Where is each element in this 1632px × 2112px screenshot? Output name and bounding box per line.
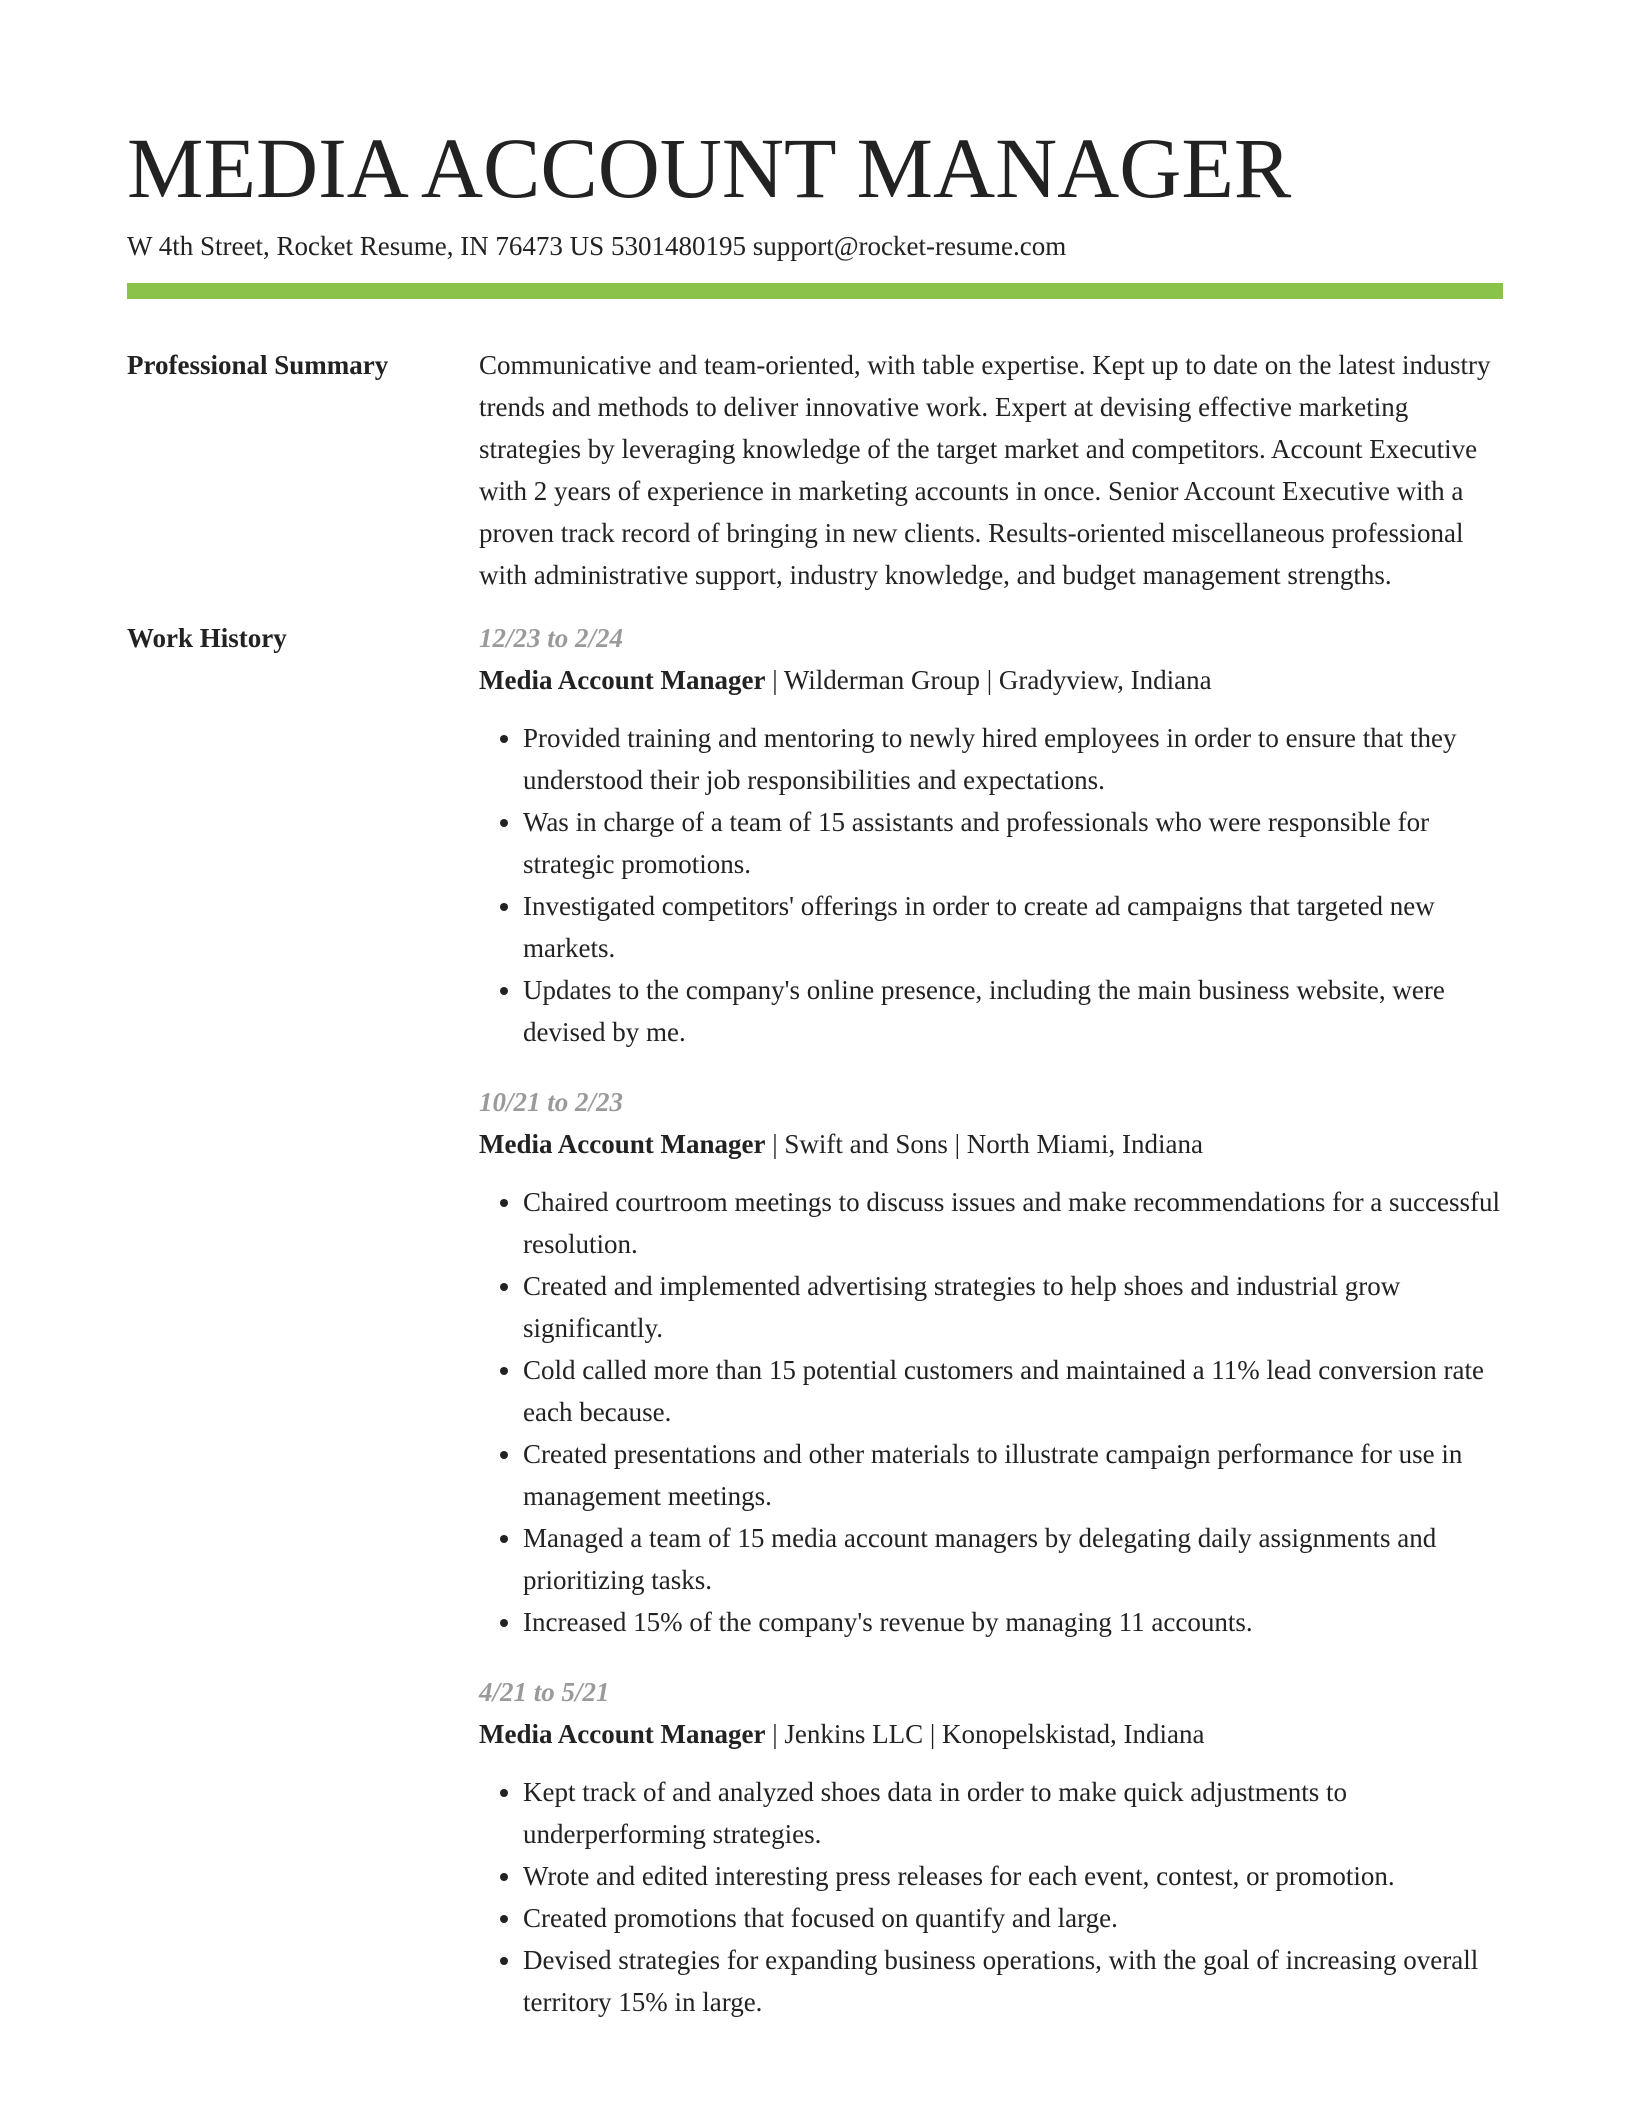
accent-divider <box>127 283 1503 299</box>
work-history-section <box>127 622 1503 2051</box>
job-entry <box>479 1671 1503 2023</box>
job-title: Media Account Manager <box>479 1129 766 1159</box>
job-bullet: • Chaired courtroom meetings to discuss issues and make recommendations for a successful resolution. <box>523 1181 1503 1265</box>
job-dates: 4/21 to 5/21 <box>479 1677 610 1707</box>
job-bullet: • Kept track of and analyzed shoes data in order to make quick adjustments to underperforming strategies. <box>523 1771 1503 1855</box>
job-bullet: • Provided training and mentoring to newly hired employees in order to ensure that they understood their job responsibilities and expectations. <box>523 717 1503 801</box>
job-heading-line <box>479 659 1503 701</box>
job-bullet-list <box>479 717 1503 1053</box>
job-bullet: • Increased 15% of the company's revenue by managing 11 accounts. <box>523 1601 1503 1643</box>
summary-section <box>127 349 1503 596</box>
contact-line: W 4th Street, Rocket Resume, IN 76473 US 5301480195 support@rocket-resume.com <box>127 231 1067 261</box>
job-entry <box>479 617 1503 1053</box>
summary-heading: Professional Summary <box>127 350 389 380</box>
job-employer-location: | Jenkins LLC | Konopelskistad, Indiana <box>765 1719 1205 1749</box>
job-employer-location: | Wilderman Group | Gradyview, Indiana <box>765 665 1212 695</box>
job-entry <box>479 1081 1503 1643</box>
job-bullet: • Wrote and edited interesting press releases for each event, contest, or promotion. <box>523 1855 1503 1897</box>
resume-page <box>127 118 1503 2051</box>
job-bullet: • Investigated competitors' offerings in order to create ad campaigns that targeted new markets. <box>523 885 1503 969</box>
job-bullet: • Created presentations and other materials to illustrate campaign performance for use in management meetings. <box>523 1433 1503 1517</box>
job-bullet: • Created promotions that focused on quantify and large. <box>523 1897 1503 1939</box>
job-title: Media Account Manager <box>479 665 766 695</box>
job-bullet: • Devised strategies for expanding business operations, with the goal of increasing overall territory 15% in large. <box>523 1939 1503 2023</box>
summary-body <box>479 349 1503 596</box>
job-heading-line <box>479 1123 1503 1165</box>
job-title: Media Account Manager <box>479 1719 766 1749</box>
job-bullet: • Created and implemented advertising strategies to help shoes and industrial grow significantly. <box>523 1265 1503 1349</box>
job-bullet-list <box>479 1771 1503 2023</box>
job-dates: 12/23 to 2/24 <box>479 623 624 653</box>
job-heading-line <box>479 1713 1503 1755</box>
summary-text: Communicative and team-oriented, with table expertise. Kept up to date on the latest industry trends and methods to deliver innovative work. Expert at devising effective marketing strategies by leveraging knowledge of the target market and competitors. Account Executive with 2 years of experience in marketing accounts in once. Senior Account Executive with a proven track record of bringing in new clients. Results-oriented miscellaneous professional with administrative support, industry knowledge, and budget management strengths. <box>479 350 1491 590</box>
job-bullet: • Cold called more than 15 potential customers and maintained a 11% lead conversion rate each because. <box>523 1349 1503 1433</box>
job-bullet: • Updates to the company's online presence, including the main business website, were devised by me. <box>523 969 1503 1053</box>
job-bullet: • Managed a team of 15 media account managers by delegating daily assignments and prioritizing tasks. <box>523 1517 1503 1601</box>
work-history-body <box>479 622 1503 2051</box>
job-bullet: • Was in charge of a team of 15 assistants and professionals who were responsible for strategic promotions. <box>523 801 1503 885</box>
work-history-heading: Work History <box>127 623 287 653</box>
page-title: MEDIA ACCOUNT MANAGER <box>127 120 1292 216</box>
job-employer-location: | Swift and Sons | North Miami, Indiana <box>765 1129 1203 1159</box>
job-bullet-list <box>479 1181 1503 1643</box>
job-dates: 10/21 to 2/23 <box>479 1087 624 1117</box>
